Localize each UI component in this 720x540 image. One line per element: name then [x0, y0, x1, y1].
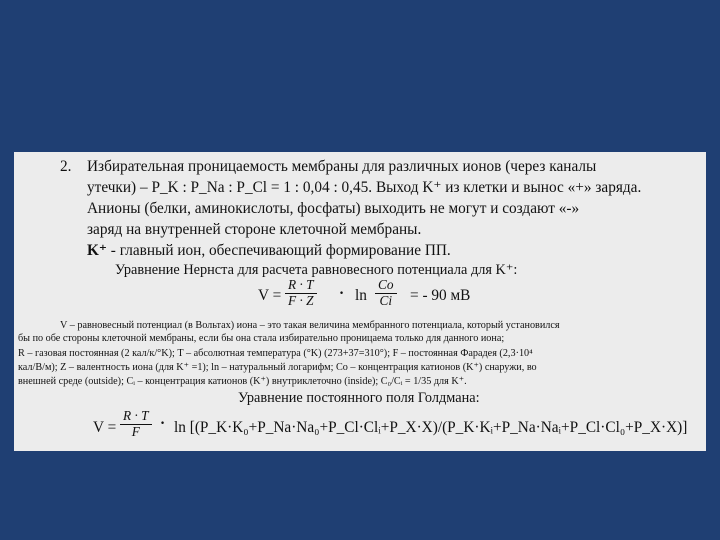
nernst-concentration-fraction	[375, 278, 397, 308]
goldman-numerator: R · T	[123, 408, 149, 423]
nernst-fraction	[285, 278, 317, 308]
doc-line-4: заряд на внутренней стороне клеточной мембраны.	[87, 221, 422, 238]
small-line-1: V – равновесный потенциал (в Вольтах) иона – это такая величина мембранного потенциала, который установился	[60, 320, 560, 331]
nernst-heading: Уравнение Нернста для расчета равновесного потенциала для K⁺:	[115, 262, 518, 278]
nernst-ln: ln	[355, 287, 367, 304]
goldman-expression: ln [(P_K·K₀+P_Na·Na₀+P_Cl·Clᵢ+P_X·X)/(P_K·Kᵢ+P_Na·Naᵢ+P_Cl·Cl₀+P_X·X)]	[174, 419, 688, 436]
nernst-result: = - 90 мВ	[410, 287, 471, 304]
nernst-conc-numerator: Co	[378, 277, 394, 292]
nernst-numerator: R · T	[288, 277, 314, 292]
potassium-ion-label: K⁺	[87, 242, 107, 259]
goldman-lhs: V =	[93, 419, 117, 436]
scanned-document	[14, 152, 706, 451]
goldman-dot: ·	[160, 415, 166, 432]
doc-line-5-text: - главный ион, обеспечивающий формирование ПП.	[106, 242, 451, 259]
doc-line-3: Анионы (белки, аминокислоты, фосфаты) выходить не могут и создают «-»	[87, 200, 580, 217]
doc-line-2: утечки) – P_K : P_Na : P_Cl = 1 : 0,04 : 0,45. Выход K⁺ из клетки и вынос «+» заряда.	[87, 179, 642, 196]
goldman-fraction	[120, 409, 152, 439]
item-number: 2.	[60, 158, 72, 175]
goldman-heading: Уравнение постоянного поля Голдмана:	[238, 390, 480, 406]
small-line-2: бы по обе стороны клеточной мембраны, если бы она стала избирательно проницаема только для данного иона;	[18, 333, 505, 344]
goldman-denominator: F	[131, 423, 140, 439]
nernst-dot: ·	[339, 285, 345, 302]
small-line-4: кал/В/м); Z – валентность иона (для K⁺ =1); ln – натуральный логарифм; Co – концентрация катионов (K⁺) снаружи, во	[18, 362, 537, 373]
nernst-denominator: F · Z	[288, 292, 314, 308]
nernst-lhs: V =	[258, 287, 282, 304]
doc-line-1: Избирательная проницаемость мембраны для различных ионов (через каналы	[87, 158, 597, 175]
doc-line-5	[87, 243, 451, 258]
nernst-conc-denominator: Ci	[379, 292, 393, 308]
small-line-5: внешней среде (outside); Cᵢ – концентрация катионов (K⁺) внутриклеточно (inside); C₀/Cᵢ = 1/35 для K⁺.	[18, 376, 467, 387]
small-line-3: R – газовая постоянная (2 кал/к/°K); T – абсолютная температура (°K) (273+37=310°); F – постоянная Фарадея (2,3·10⁴	[18, 348, 533, 359]
